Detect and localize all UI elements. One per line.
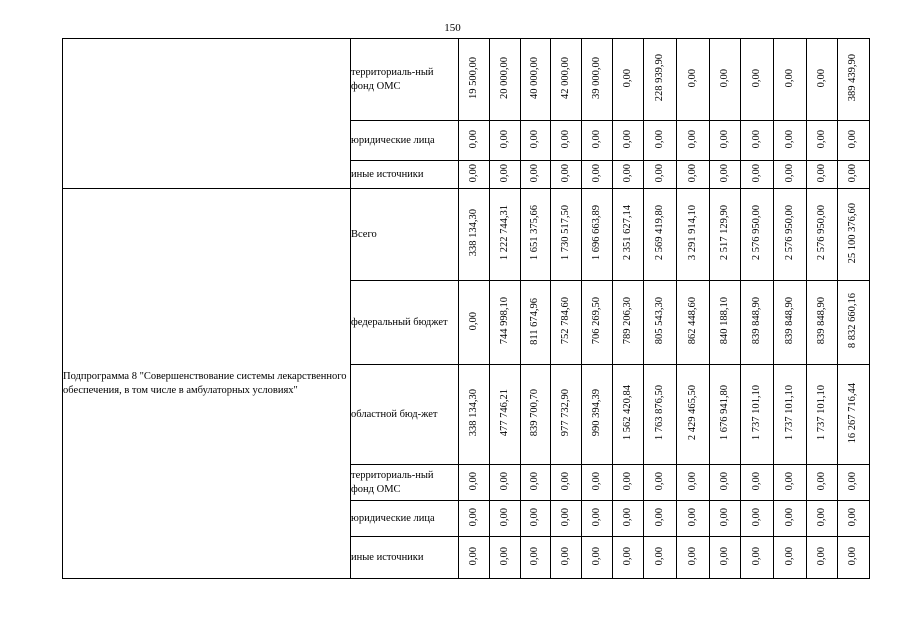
value-cell bbox=[838, 39, 870, 121]
value-text: 0,00 bbox=[621, 68, 633, 88]
value-cell bbox=[459, 39, 490, 121]
value-text: 0,00 bbox=[653, 546, 665, 566]
value-text: 0,00 bbox=[783, 129, 795, 149]
value-text: 0,00 bbox=[750, 471, 762, 491]
value-cell bbox=[710, 365, 741, 465]
value-text: 8 832 660,16 bbox=[847, 293, 859, 349]
value-text: 0,00 bbox=[718, 68, 730, 88]
value-cell bbox=[774, 365, 807, 465]
value-text: 990 394,39 bbox=[590, 389, 602, 437]
value-cell bbox=[807, 465, 838, 501]
value-text: 338 134,30 bbox=[467, 389, 479, 437]
value-cell bbox=[551, 281, 582, 365]
value-cell bbox=[490, 501, 521, 537]
value-text: 0,00 bbox=[783, 163, 795, 183]
value-cell bbox=[582, 537, 613, 579]
value-cell bbox=[838, 365, 870, 465]
value-cell bbox=[741, 465, 774, 501]
value-cell bbox=[613, 465, 644, 501]
value-cell bbox=[710, 501, 741, 537]
value-text: 0,00 bbox=[815, 163, 827, 183]
value-cell bbox=[521, 501, 551, 537]
value-text: 977 732,90 bbox=[559, 389, 571, 437]
funding-source: иные источники bbox=[351, 537, 459, 579]
page-number: 150 bbox=[444, 22, 461, 34]
value-cell bbox=[807, 121, 838, 161]
value-cell bbox=[490, 161, 521, 189]
value-text: 0,00 bbox=[718, 507, 730, 527]
value-cell bbox=[490, 281, 521, 365]
value-text: 1 562 420,84 bbox=[621, 385, 633, 441]
value-text: 0,00 bbox=[559, 546, 571, 566]
value-cell bbox=[774, 161, 807, 189]
value-cell bbox=[838, 537, 870, 579]
value-text: 0,00 bbox=[621, 507, 633, 527]
value-text: 0,00 bbox=[590, 163, 602, 183]
value-text: 2 576 950,00 bbox=[750, 205, 762, 261]
value-cell bbox=[774, 281, 807, 365]
value-cell bbox=[644, 501, 677, 537]
value-cell bbox=[459, 281, 490, 365]
value-cell bbox=[490, 189, 521, 281]
value-cell bbox=[521, 281, 551, 365]
value-text: 0,00 bbox=[847, 129, 859, 149]
value-text: 0,00 bbox=[621, 129, 633, 149]
value-text: 2 351 627,14 bbox=[621, 205, 633, 261]
value-text: 811 674,96 bbox=[529, 297, 541, 345]
value-cell bbox=[551, 465, 582, 501]
value-text: 338 134,30 bbox=[467, 209, 479, 257]
value-cell bbox=[710, 281, 741, 365]
value-text: 839 848,90 bbox=[783, 297, 795, 345]
value-cell bbox=[490, 121, 521, 161]
value-cell bbox=[710, 465, 741, 501]
value-text: 0,00 bbox=[498, 471, 510, 491]
value-text: 0,00 bbox=[529, 507, 541, 527]
value-text: 0,00 bbox=[621, 163, 633, 183]
value-text: 0,00 bbox=[686, 163, 698, 183]
value-cell bbox=[677, 281, 710, 365]
value-text: 0,00 bbox=[686, 507, 698, 527]
value-cell bbox=[807, 365, 838, 465]
table-row bbox=[63, 39, 870, 121]
value-cell bbox=[521, 161, 551, 189]
value-text: 0,00 bbox=[653, 507, 665, 527]
value-text: 0,00 bbox=[847, 163, 859, 183]
value-text: 19 500,00 bbox=[467, 57, 479, 99]
value-text: 0,00 bbox=[498, 507, 510, 527]
value-text: 1 763 876,50 bbox=[653, 385, 665, 441]
value-cell bbox=[613, 281, 644, 365]
value-cell bbox=[741, 537, 774, 579]
value-text: 0,00 bbox=[686, 546, 698, 566]
value-text: 0,00 bbox=[498, 163, 510, 183]
value-text: 805 543,30 bbox=[653, 297, 665, 345]
value-text: 0,00 bbox=[847, 546, 859, 566]
value-cell bbox=[741, 121, 774, 161]
table-row bbox=[63, 189, 870, 281]
value-text: 0,00 bbox=[815, 507, 827, 527]
value-cell bbox=[807, 537, 838, 579]
value-text: 1 737 101,10 bbox=[783, 385, 795, 441]
value-cell bbox=[838, 501, 870, 537]
value-text: 16 267 716,44 bbox=[847, 382, 859, 444]
value-cell bbox=[807, 161, 838, 189]
value-cell bbox=[710, 189, 741, 281]
value-cell bbox=[551, 39, 582, 121]
value-cell bbox=[613, 121, 644, 161]
value-text: 0,00 bbox=[815, 129, 827, 149]
program-title: Подпрограмма 8 "Совершенствование системы лекарственного обеспечения, в том числе в амбулаторных условиях" bbox=[63, 189, 351, 579]
value-text: 0,00 bbox=[621, 471, 633, 491]
value-cell bbox=[459, 189, 490, 281]
value-cell bbox=[613, 189, 644, 281]
value-cell bbox=[459, 161, 490, 189]
value-cell bbox=[710, 537, 741, 579]
value-text: 42 000,00 bbox=[559, 57, 571, 99]
value-cell bbox=[551, 121, 582, 161]
value-cell bbox=[490, 39, 521, 121]
value-text: 840 188,10 bbox=[718, 297, 730, 345]
value-cell bbox=[613, 39, 644, 121]
value-text: 1 737 101,10 bbox=[750, 385, 762, 441]
value-cell bbox=[774, 121, 807, 161]
value-cell bbox=[741, 189, 774, 281]
value-text: 0,00 bbox=[750, 546, 762, 566]
value-cell bbox=[490, 365, 521, 465]
value-cell bbox=[741, 365, 774, 465]
value-text: 0,00 bbox=[529, 546, 541, 566]
value-cell bbox=[838, 189, 870, 281]
value-cell bbox=[521, 465, 551, 501]
funding-source: иные источники bbox=[351, 161, 459, 189]
value-text: 0,00 bbox=[815, 471, 827, 491]
value-cell bbox=[807, 501, 838, 537]
value-text: 789 206,30 bbox=[621, 297, 633, 345]
value-cell bbox=[644, 281, 677, 365]
value-cell bbox=[582, 501, 613, 537]
value-text: 0,00 bbox=[847, 471, 859, 491]
value-text: 0,00 bbox=[718, 471, 730, 491]
value-text: 0,00 bbox=[750, 507, 762, 527]
value-text: 0,00 bbox=[621, 546, 633, 566]
value-cell bbox=[741, 161, 774, 189]
value-text: 0,00 bbox=[498, 129, 510, 149]
value-text: 0,00 bbox=[718, 546, 730, 566]
value-text: 0,00 bbox=[783, 68, 795, 88]
value-cell bbox=[582, 39, 613, 121]
value-cell bbox=[838, 121, 870, 161]
value-text: 0,00 bbox=[467, 311, 479, 331]
value-text: 0,00 bbox=[750, 129, 762, 149]
value-text: 706 269,50 bbox=[590, 297, 602, 345]
value-text: 20 000,00 bbox=[498, 57, 510, 99]
value-text: 744 998,10 bbox=[498, 297, 510, 345]
value-cell bbox=[490, 465, 521, 501]
value-cell bbox=[838, 161, 870, 189]
value-cell bbox=[644, 365, 677, 465]
empty-program-cell bbox=[63, 39, 351, 189]
value-text: 0,00 bbox=[529, 129, 541, 149]
value-cell bbox=[521, 537, 551, 579]
value-text: 0,00 bbox=[653, 163, 665, 183]
value-text: 0,00 bbox=[467, 129, 479, 149]
value-text: 0,00 bbox=[686, 471, 698, 491]
value-text: 839 700,70 bbox=[529, 389, 541, 437]
value-text: 39 000,00 bbox=[590, 57, 602, 99]
value-text: 2 569 419,80 bbox=[653, 205, 665, 261]
value-cell bbox=[582, 189, 613, 281]
value-cell bbox=[710, 161, 741, 189]
value-cell bbox=[613, 537, 644, 579]
value-cell bbox=[490, 537, 521, 579]
value-cell bbox=[807, 39, 838, 121]
value-cell bbox=[741, 501, 774, 537]
value-cell bbox=[710, 39, 741, 121]
value-text: 0,00 bbox=[718, 163, 730, 183]
value-cell bbox=[644, 121, 677, 161]
value-text: 0,00 bbox=[467, 163, 479, 183]
value-cell bbox=[710, 121, 741, 161]
value-text: 0,00 bbox=[559, 163, 571, 183]
value-cell bbox=[677, 39, 710, 121]
value-cell bbox=[521, 121, 551, 161]
funding-source: юридические лица bbox=[351, 501, 459, 537]
value-cell bbox=[459, 501, 490, 537]
value-cell bbox=[774, 39, 807, 121]
value-text: 0,00 bbox=[590, 129, 602, 149]
value-cell bbox=[459, 465, 490, 501]
value-cell bbox=[807, 189, 838, 281]
value-cell bbox=[807, 281, 838, 365]
value-text: 0,00 bbox=[559, 129, 571, 149]
value-cell bbox=[774, 465, 807, 501]
value-cell bbox=[613, 161, 644, 189]
value-text: 0,00 bbox=[590, 471, 602, 491]
value-text: 1 676 941,80 bbox=[718, 385, 730, 441]
value-text: 0,00 bbox=[847, 507, 859, 527]
value-text: 0,00 bbox=[686, 68, 698, 88]
budget-table bbox=[62, 38, 870, 579]
value-text: 839 848,90 bbox=[815, 297, 827, 345]
value-text: 0,00 bbox=[653, 471, 665, 491]
value-cell bbox=[644, 39, 677, 121]
value-text: 2 576 950,00 bbox=[815, 205, 827, 261]
value-cell bbox=[677, 365, 710, 465]
value-text: 1 651 375,66 bbox=[529, 205, 541, 261]
value-cell bbox=[644, 465, 677, 501]
value-cell bbox=[838, 281, 870, 365]
value-cell bbox=[774, 537, 807, 579]
value-text: 0,00 bbox=[529, 163, 541, 183]
value-cell bbox=[613, 501, 644, 537]
value-text: 1 222 744,31 bbox=[498, 205, 510, 261]
value-text: 0,00 bbox=[750, 163, 762, 183]
value-cell bbox=[613, 365, 644, 465]
value-cell bbox=[644, 537, 677, 579]
funding-source: юридические лица bbox=[351, 121, 459, 161]
funding-source: территориаль-ный фонд ОМС bbox=[351, 465, 459, 501]
value-cell bbox=[677, 121, 710, 161]
value-text: 0,00 bbox=[467, 546, 479, 566]
value-text: 0,00 bbox=[783, 507, 795, 527]
value-text: 0,00 bbox=[467, 471, 479, 491]
value-text: 0,00 bbox=[590, 546, 602, 566]
value-cell bbox=[582, 465, 613, 501]
value-text: 0,00 bbox=[467, 507, 479, 527]
value-text: 1 730 517,50 bbox=[559, 205, 571, 261]
value-cell bbox=[551, 189, 582, 281]
value-cell bbox=[677, 161, 710, 189]
value-text: 0,00 bbox=[815, 546, 827, 566]
funding-source: Всего bbox=[351, 189, 459, 281]
funding-source: областной бюд-жет bbox=[351, 365, 459, 465]
value-text: 2 576 950,00 bbox=[783, 205, 795, 261]
value-cell bbox=[677, 537, 710, 579]
value-text: 2 517 129,90 bbox=[718, 205, 730, 261]
value-cell bbox=[644, 189, 677, 281]
value-cell bbox=[774, 501, 807, 537]
value-text: 0,00 bbox=[653, 129, 665, 149]
value-text: 0,00 bbox=[750, 68, 762, 88]
value-text: 2 429 465,50 bbox=[686, 385, 698, 441]
value-text: 3 291 914,10 bbox=[686, 205, 698, 261]
value-cell bbox=[677, 465, 710, 501]
value-text: 0,00 bbox=[559, 471, 571, 491]
value-cell bbox=[741, 39, 774, 121]
value-cell bbox=[582, 365, 613, 465]
value-text: 228 939,90 bbox=[653, 54, 665, 102]
value-cell bbox=[582, 121, 613, 161]
value-text: 389 439,90 bbox=[847, 54, 859, 102]
value-cell bbox=[551, 501, 582, 537]
value-cell bbox=[551, 161, 582, 189]
value-cell bbox=[582, 281, 613, 365]
value-cell bbox=[582, 161, 613, 189]
value-cell bbox=[677, 189, 710, 281]
value-text: 1 737 101,10 bbox=[815, 385, 827, 441]
value-text: 0,00 bbox=[559, 507, 571, 527]
value-cell bbox=[551, 365, 582, 465]
value-text: 1 696 663,89 bbox=[590, 205, 602, 261]
value-text: 0,00 bbox=[590, 507, 602, 527]
value-text: 0,00 bbox=[783, 546, 795, 566]
value-cell bbox=[459, 365, 490, 465]
value-cell bbox=[521, 365, 551, 465]
value-cell bbox=[644, 161, 677, 189]
value-cell bbox=[521, 189, 551, 281]
funding-source: территориаль-ный фонд ОМС bbox=[351, 39, 459, 121]
value-text: 40 000,00 bbox=[529, 57, 541, 99]
value-cell bbox=[838, 465, 870, 501]
value-text: 25 100 376,60 bbox=[847, 202, 859, 264]
value-text: 0,00 bbox=[718, 129, 730, 149]
value-cell bbox=[741, 281, 774, 365]
value-text: 477 746,21 bbox=[498, 389, 510, 437]
value-cell bbox=[677, 501, 710, 537]
value-cell bbox=[459, 537, 490, 579]
value-text: 0,00 bbox=[529, 471, 541, 491]
value-text: 0,00 bbox=[686, 129, 698, 149]
value-text: 0,00 bbox=[498, 546, 510, 566]
funding-source: федеральный бюджет bbox=[351, 281, 459, 365]
value-text: 0,00 bbox=[783, 471, 795, 491]
value-text: 0,00 bbox=[815, 68, 827, 88]
value-text: 752 784,60 bbox=[559, 297, 571, 345]
value-cell bbox=[521, 39, 551, 121]
value-text: 862 448,60 bbox=[686, 297, 698, 345]
value-cell bbox=[774, 189, 807, 281]
value-cell bbox=[459, 121, 490, 161]
value-text: 839 848,90 bbox=[750, 297, 762, 345]
value-cell bbox=[551, 537, 582, 579]
